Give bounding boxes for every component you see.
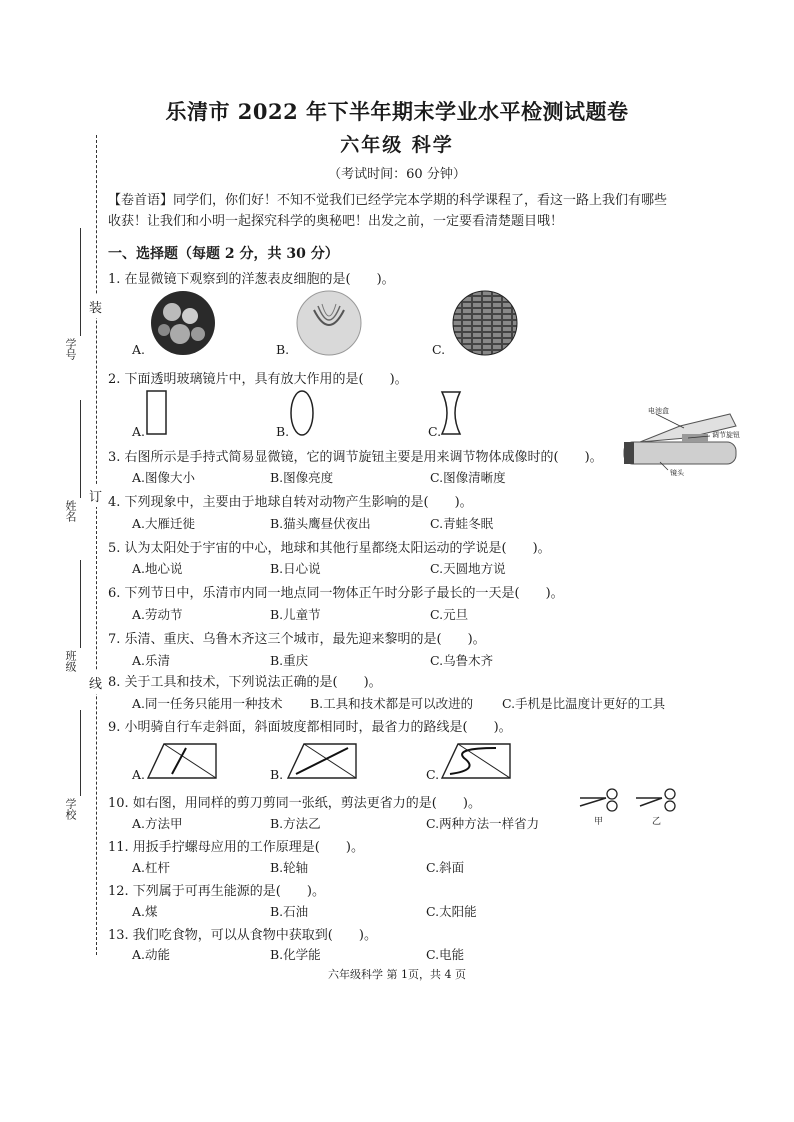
question-12-option-b[interactable]: B.石油 <box>270 904 309 919</box>
question-2-stem: 2. 下面透明玻璃镜片中，具有放大作用的是( )。 <box>108 372 408 387</box>
question-9-stem: 9. 小明骑自行车走斜面，斜面坡度都相同时，最省力的路线是( )。 <box>108 720 512 735</box>
scissors-label-yi: 乙 <box>652 817 662 827</box>
question-6-option-a[interactable]: A.劳动节 <box>132 607 183 622</box>
scissors-label-jia: 甲 <box>594 817 604 827</box>
question-3-stem: 3. 右图所示是手持式简易显微镜，它的调节旋钮主要是用来调节物体成像时的( )。 <box>108 450 603 465</box>
field-label-xuexiao: 学校 <box>64 798 77 820</box>
question-13-option-b[interactable]: B.化学能 <box>270 947 321 962</box>
question-3-option-c[interactable]: C.图像清晰度 <box>430 470 506 485</box>
binding-char-ding: 订 <box>89 484 102 507</box>
field-line-xingming[interactable] <box>80 400 81 498</box>
exam-time: （考试时间：60 分钟） <box>328 167 466 182</box>
question-5-option-c[interactable]: C.天圆地方说 <box>430 561 506 576</box>
question-12-stem: 12. 下列属于可再生能源的是( )。 <box>108 884 325 899</box>
intro-line-2: 收获！让我们和小明一起探究科学的奥秘吧！出发之前，一定要看清楚题目哦！ <box>108 214 564 229</box>
question-2-option-b[interactable]: B. <box>276 424 290 439</box>
question-9-option-c[interactable]: C. <box>426 767 440 782</box>
binding-dashed-line <box>96 135 97 955</box>
question-10-option-a[interactable]: A.方法甲 <box>132 816 183 831</box>
question-4-option-b[interactable]: B.猫头鹰昼伏夜出 <box>270 516 371 531</box>
page-title: 乐清市 2022 年下半年期末学业水平检测试题卷 <box>165 99 629 124</box>
question-3-option-b[interactable]: B.图像亮度 <box>270 470 334 485</box>
question-10-option-b[interactable]: B.方法乙 <box>270 816 321 831</box>
cell-image-a <box>150 290 216 356</box>
question-8-stem: 8. 关于工具和技术，下列说法正确的是( )。 <box>108 675 382 690</box>
question-1-option-a[interactable]: A. <box>132 342 146 357</box>
question-11-option-c[interactable]: C.斜面 <box>426 860 465 875</box>
binding-char-xian: 线 <box>89 671 102 694</box>
intro-line-1: 【卷首语】同学们，你们好！不知不觉我们已经学完本学期的科学课程了，看这一路上我们有哪些 <box>108 193 668 208</box>
question-5-option-a[interactable]: A.地心说 <box>132 561 183 576</box>
question-13-stem: 13. 我们吃食物，可以从食物中获取到( )。 <box>108 928 377 943</box>
question-1-option-c[interactable]: C. <box>432 342 446 357</box>
cell-image-c <box>452 290 518 356</box>
question-4-stem: 4. 下列现象中，主要由于地球自转对动物产生影响的是( )。 <box>108 495 473 510</box>
page-subtitle: 六年级 科学 <box>340 134 454 156</box>
field-line-xuexiao[interactable] <box>80 710 81 796</box>
microscope-label-knob: 调节旋钮 <box>712 431 740 439</box>
lens-concave-icon <box>440 390 462 436</box>
slope-diagonal-route-icon <box>286 740 358 780</box>
field-label-xuehao: 学号 <box>64 338 77 360</box>
microscope-label-lens: 镜头 <box>670 469 684 477</box>
question-2-option-c[interactable]: C. <box>428 424 442 439</box>
question-1-option-b[interactable]: B. <box>276 342 290 357</box>
question-9-option-a[interactable]: A. <box>132 767 146 782</box>
question-12-option-a[interactable]: A.煤 <box>132 904 158 919</box>
field-line-banji[interactable] <box>80 560 81 648</box>
question-4-option-a[interactable]: A.大雁迁徙 <box>132 516 196 531</box>
page-footer: 六年级科学 第 1页，共 4 页 <box>328 968 466 981</box>
slope-zigzag-route-icon <box>440 740 512 780</box>
question-7-stem: 7. 乐清、重庆、乌鲁木齐这三个城市，最先迎来黎明的是( )。 <box>108 632 486 647</box>
lens-flat-icon <box>146 390 168 436</box>
question-9-option-b[interactable]: B. <box>270 767 284 782</box>
question-6-option-c[interactable]: C.元旦 <box>430 607 469 622</box>
question-2-option-a[interactable]: A. <box>132 424 146 439</box>
question-5-option-b[interactable]: B.日心说 <box>270 561 321 576</box>
question-13-option-c[interactable]: C.电能 <box>426 947 465 962</box>
question-11-option-b[interactable]: B.轮轴 <box>270 860 309 875</box>
question-4-option-c[interactable]: C.青蛙冬眠 <box>430 516 494 531</box>
question-11-stem: 11. 用扳手拧螺母应用的工作原理是( )。 <box>108 840 364 855</box>
question-6-option-b[interactable]: B.儿童节 <box>270 607 321 622</box>
question-10-stem: 10. 如右图，用同样的剪刀剪同一张纸，剪法更省力的是( )。 <box>108 796 481 811</box>
question-8-option-a[interactable]: A.同一任务只能用一种技术 <box>132 696 283 711</box>
question-10-option-c[interactable]: C.两种方法一样省力 <box>426 816 540 831</box>
section-heading: 一、选择题（每题 2 分，共 30 分） <box>108 246 339 262</box>
field-line-xuehao[interactable] <box>80 228 81 336</box>
question-12-option-c[interactable]: C.太阳能 <box>426 904 477 919</box>
question-6-stem: 6. 下列节日中，乐清市内同一地点同一物体正午时分影子最长的一天是( )。 <box>108 586 564 601</box>
field-label-banji: 班级 <box>64 650 77 672</box>
question-13-option-a[interactable]: A.动能 <box>132 947 171 962</box>
slope-straight-route-icon <box>146 740 218 780</box>
question-7-option-c[interactable]: C.乌鲁木齐 <box>430 653 494 668</box>
intro-paragraph <box>108 190 708 232</box>
field-label-xingming: 姓名 <box>64 500 77 522</box>
question-8-option-b[interactable]: B.工具和技术都是可以改进的 <box>310 696 474 711</box>
microscope-label-battery: 电池盒 <box>648 407 669 415</box>
question-3-option-a[interactable]: A.图像大小 <box>132 470 196 485</box>
question-5-stem: 5. 认为太阳处于宇宙的中心，地球和其他行星都绕太阳运动的学说是( )。 <box>108 541 551 556</box>
question-11-option-a[interactable]: A.杠杆 <box>132 860 171 875</box>
question-7-option-a[interactable]: A.乐清 <box>132 653 171 668</box>
binding-char-zhuang: 装 <box>89 295 102 318</box>
question-1-stem: 1. 在显微镜下观察到的洋葱表皮细胞的是( )。 <box>108 272 395 287</box>
question-8-option-c[interactable]: C.手机是比温度计更好的工具 <box>502 696 666 711</box>
lens-convex-icon <box>289 390 315 436</box>
cell-image-b <box>296 290 362 356</box>
question-7-option-b[interactable]: B.重庆 <box>270 653 309 668</box>
